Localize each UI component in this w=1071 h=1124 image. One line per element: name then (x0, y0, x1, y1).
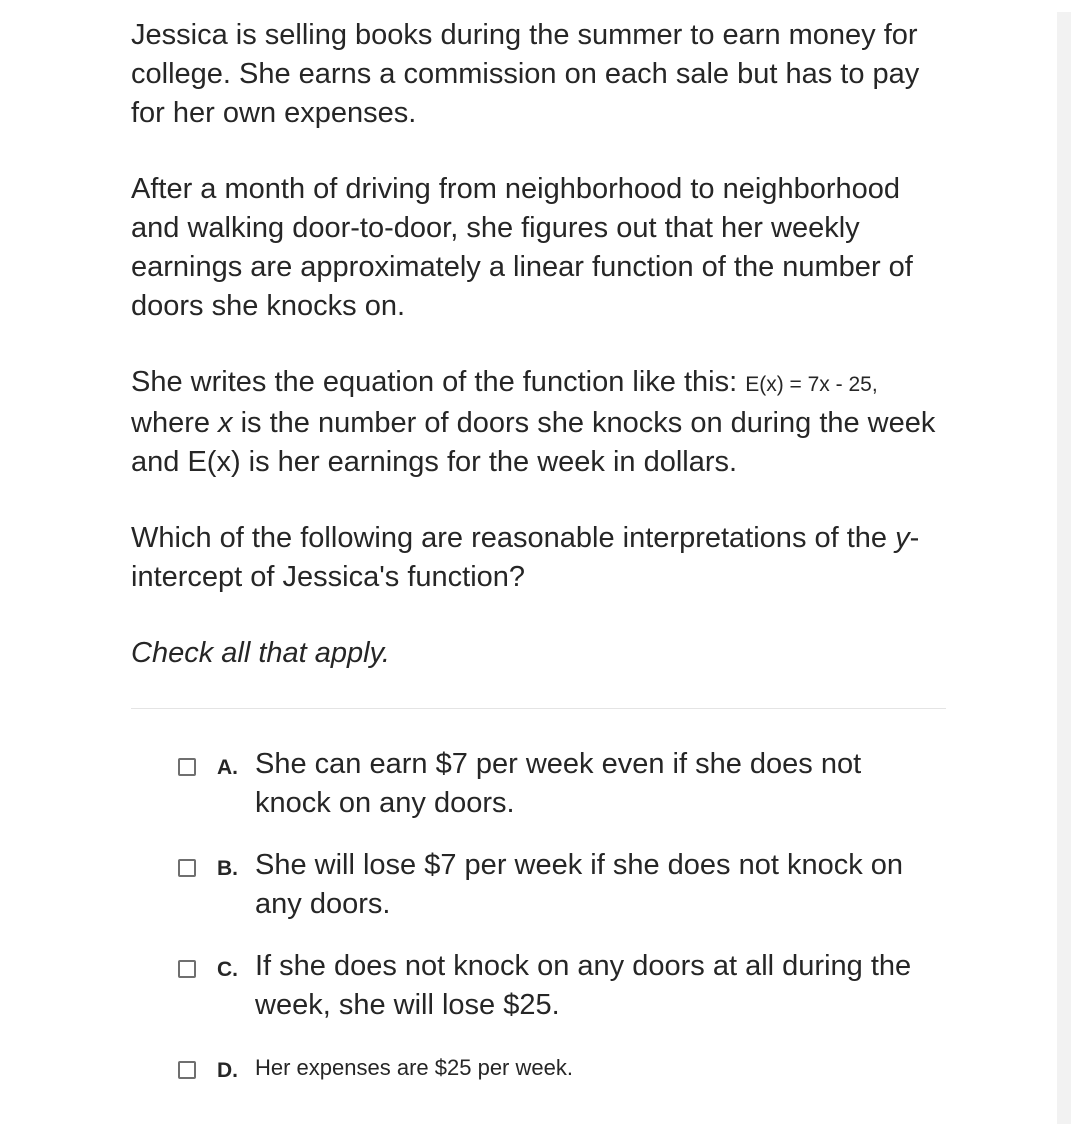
paragraph-3-start: She writes the equation of the function like this: (131, 366, 746, 398)
paragraph-3-end: is her earnings for the week in dollars. (240, 446, 738, 478)
checkbox-c[interactable] (178, 960, 196, 978)
checkbox-b[interactable] (178, 859, 196, 877)
question-prompt (131, 519, 946, 597)
prompt-start: Which of the following are reasonable interpretations of the (131, 522, 896, 554)
option-d[interactable] (178, 1048, 938, 1090)
option-a-letter: A. (217, 756, 238, 779)
option-b-letter: B. (217, 857, 238, 880)
instruction-text: Check all that apply. (131, 637, 390, 669)
paragraph-3-middle: is the number of doors she knocks on during the week and (131, 407, 936, 478)
option-b-text[interactable]: She will lose $7 per week if she does not knock on any doors. (255, 849, 904, 920)
question-paragraph-3 (131, 363, 946, 482)
checkbox-a[interactable] (178, 758, 196, 776)
option-c-letter: C. (217, 958, 238, 981)
option-b[interactable] (178, 846, 938, 924)
option-d-text[interactable]: Her expenses are $25 per week. (255, 1055, 573, 1080)
function-notation: E(x) (187, 446, 241, 478)
option-d-letter: D. (217, 1059, 238, 1082)
prompt-end: -intercept of Jessica's function? (131, 522, 920, 593)
question-body (131, 16, 946, 673)
function-equation: E(x) = 7x - 25, (745, 373, 878, 396)
option-c[interactable] (178, 947, 938, 1025)
option-a-text[interactable]: She can earn $7 per week even if she does not knock on any doors. (255, 748, 862, 819)
checkbox-d[interactable] (178, 1061, 196, 1079)
divider (131, 708, 946, 709)
option-a[interactable] (178, 745, 938, 823)
option-c-text[interactable]: If she does not knock on any doors at all during the week, she will lose $25. (255, 950, 912, 1021)
question-paragraph-2: After a month of driving from neighborhood to neighborhood and walking door-to-door, she figures out that her weekly earnings are approximately a linear function of the number of doors she knocks on. (131, 173, 913, 322)
question-paragraph-1: Jessica is selling books during the summer to earn money for college. She earns a commission on each sale but has to pay for her own expenses. (131, 19, 920, 129)
variable-y: y (895, 522, 910, 554)
scrollbar-track[interactable] (1057, 12, 1071, 1124)
paragraph-3-where: where (131, 407, 219, 439)
variable-x: x (218, 407, 233, 439)
